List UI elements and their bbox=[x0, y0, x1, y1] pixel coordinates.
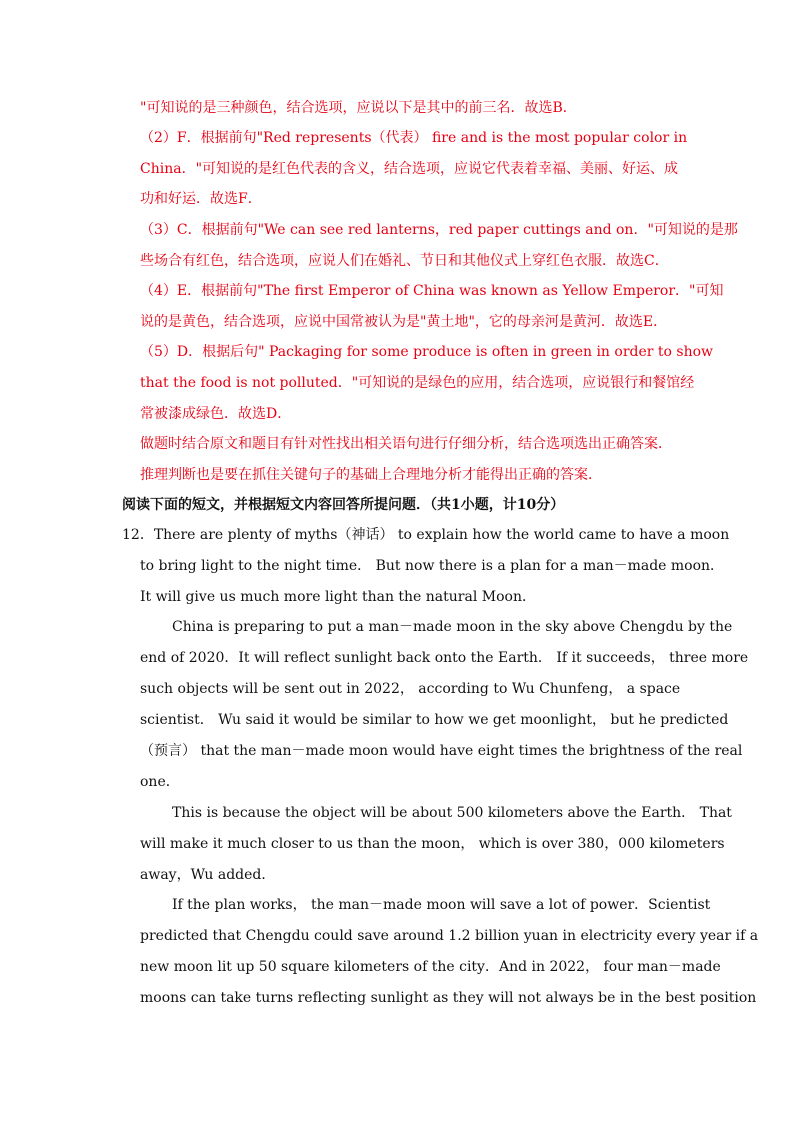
analysis-line: （4）E．根据前句"The first Emperor of China was known as Yellow Emperor．"可知 bbox=[140, 283, 724, 299]
passage-line: China is preparing to put a man－made moon in the sky above Chengdu by the bbox=[172, 619, 733, 635]
passage-line: new moon lit up 50 square kilometers of the city．And in 2022， four man－made bbox=[140, 959, 721, 975]
passage-line: predicted that Chengdu could save around 1.2 billion yuan in electricity every year if a bbox=[140, 928, 759, 944]
analysis-line: 些场合有红色，结合选项，应说人们在婚礼、节日和其他仪式上穿红色衣服．故选C． bbox=[140, 253, 669, 269]
analysis-line: 做题时结合原文和题目有针对性找出相关语句进行仔细分析，结合选项选出正确答案． bbox=[140, 436, 672, 452]
passage-line: scientist． Wu said it would be similar to how we get moonlight， but he predicted bbox=[140, 712, 729, 728]
passage-line: end of 2020．It will reflect sunlight back onto the Earth． If it succeeds， three more bbox=[140, 650, 749, 666]
passage-line: such objects will be sent out in 2022， according to Wu Chunfeng， a space bbox=[140, 681, 681, 697]
passage-line: moons can take turns reflecting sunlight as they will not always be in the best position bbox=[140, 990, 757, 1006]
analysis-line: （2）F．根据前句"Red represents（代表） fire and is the most popular color in bbox=[140, 130, 688, 146]
passage-line: will make it much closer to us than the moon， which is over 380，000 kilometers bbox=[140, 836, 725, 852]
analysis-line: 推理判断也是要在抓住关键句子的基础上合理地分析才能得出正确的答案． bbox=[140, 467, 602, 483]
question-line: It will give us much more light than the natural Moon． bbox=[140, 589, 536, 605]
section-heading: 阅读下面的短文，并根据短文内容回答所提问题．（共1小题，计10分） bbox=[122, 497, 565, 513]
analysis-line: that the food is not polluted．"可知说的是绿色的应用，结合选项，应说银行和餐馆经 bbox=[140, 375, 695, 391]
passage-line: If the plan works， the man－made moon will save a lot of power．Scientist bbox=[172, 897, 711, 913]
passage-line: This is because the object will be about 500 kilometers above the Earth． That bbox=[172, 805, 732, 821]
question-line: to bring light to the night time． But now there is a plan for a man－made moon． bbox=[140, 558, 725, 574]
analysis-line: （5）D．根据后句" Packaging for some produce is often in green in order to show bbox=[140, 344, 714, 360]
passage-line: （预言） that the man－made moon would have eight times the brightness of the real bbox=[140, 743, 743, 759]
analysis-line: 常被漆成绿色．故选D． bbox=[140, 406, 292, 422]
analysis-line: "可知说的是三种颜色，结合选项，应说以下是其中的前三名．故选B． bbox=[140, 100, 577, 116]
question-line: 12．There are plenty of myths（神话） to explain how the world came to have a moon bbox=[122, 527, 730, 543]
passage-line: away，Wu added． bbox=[140, 867, 276, 883]
analysis-line: （3）C．根据前句"We can see red lanterns，red paper cuttings and on．"可知说的是那 bbox=[140, 222, 738, 238]
analysis-line: 说的是黄色，结合选项，应说中国常被认为是"黄土地"，它的母亲河是黄河．故选E． bbox=[140, 314, 668, 330]
analysis-line: China．"可知说的是红色代表的含义，结合选项，应说它代表着幸福、美丽、好运、成 bbox=[140, 161, 679, 177]
analysis-line: 功和好运．故选F． bbox=[140, 191, 262, 207]
passage-line: one． bbox=[140, 774, 180, 790]
